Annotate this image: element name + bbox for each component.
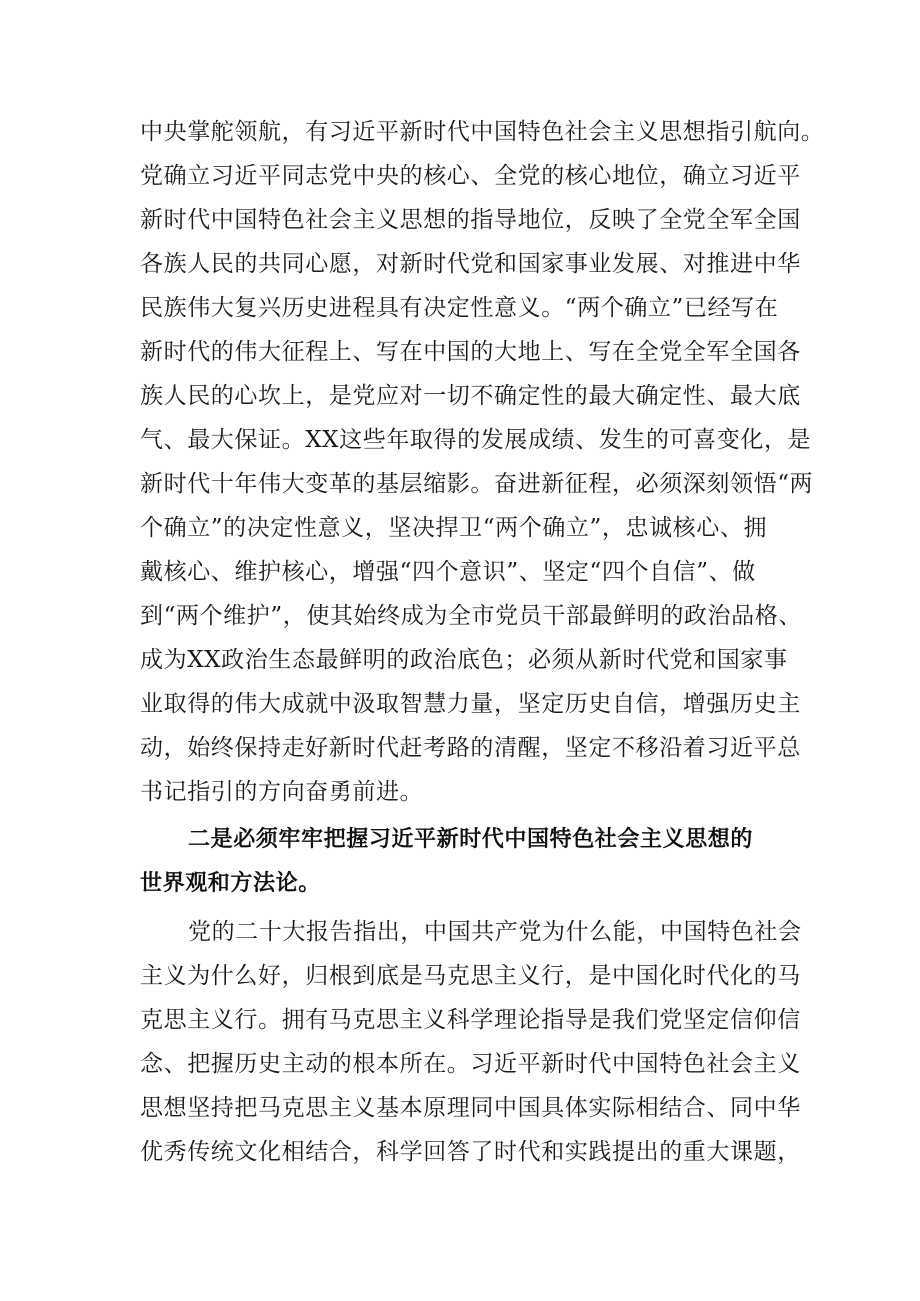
text-line: 党确立习近平同志党中央的核心、全党的核心地位，确立习近平 xyxy=(140,163,801,189)
text-line: 思想坚持把马克思主义基本原理同中国具体实际相结合、同中华 xyxy=(140,1095,801,1121)
text-line: 新时代中国特色社会主义思想的指导地位，反映了全党全军全国 xyxy=(140,207,801,233)
text-line: 克思主义行。拥有马克思主义科学理论指导是我们党坚定信仰信 xyxy=(140,1007,801,1033)
heading-line: 二是必须牢牢把握习近平新时代中国特色社会主义思想的 xyxy=(188,827,754,852)
text-line: 气、最大保证。XX这些年取得的发展成绩、发生的可喜变化，是 xyxy=(140,427,812,453)
text-line: 优秀传统文化相结合，科学回答了时代和实践提出的重大课题， xyxy=(140,1139,801,1165)
text-line: 族人民的心坎上，是党应对一切不确定性的最大确定性、最大底 xyxy=(140,383,801,409)
text-line: 中央掌舵领航，有习近平新时代中国特色社会主义思想指引航向。 xyxy=(140,119,825,145)
text-line: 业取得的伟大成就中汲取智慧力量，坚定历史自信，增强历史主 xyxy=(140,691,801,717)
text-line: 念、把握历史主动的根本所在。习近平新时代中国特色社会主义 xyxy=(140,1051,801,1077)
text-line: 党的二十大报告指出，中国共产党为什么能，中国特色社会 xyxy=(188,919,802,945)
text-line: 成为XX政治生态最鲜明的政治底色；必须从新时代党和国家事 xyxy=(140,647,788,673)
text-line: 主义为什么好，归根到底是马克思主义行，是中国化时代化的马 xyxy=(140,963,801,989)
text-line: 各族人民的共同心愿，对新时代党和国家事业发展、对推进中华 xyxy=(140,251,801,277)
text-line: 戴核心、维护核心，增强“四个意识”、坚定“四个自信”、做 xyxy=(140,559,756,585)
text-line: 新时代十年伟大变革的基层缩影。奋进新征程，必须深刻领悟“两 xyxy=(140,471,814,497)
heading-line: 世界观和方法论。 xyxy=(140,871,321,896)
text-line: 到“两个维护”，使其始终成为全市党员干部最鲜明的政治品格、 xyxy=(140,603,802,629)
text-line: 新时代的伟大征程上、写在中国的大地上、写在全党全军全国各 xyxy=(140,339,801,365)
text-line: 个确立”的决定性意义，坚决捍卫“两个确立”，忠诚核心、拥 xyxy=(140,515,768,541)
text-line: 动，始终保持走好新时代赶考路的清醒，坚定不移沿着习近平总 xyxy=(140,735,801,761)
text-line: 民族伟大复兴历史进程具有决定性意义。“两个确立”已经写在 xyxy=(140,295,779,321)
text-line: 书记指引的方向奋勇前进。 xyxy=(140,779,424,805)
